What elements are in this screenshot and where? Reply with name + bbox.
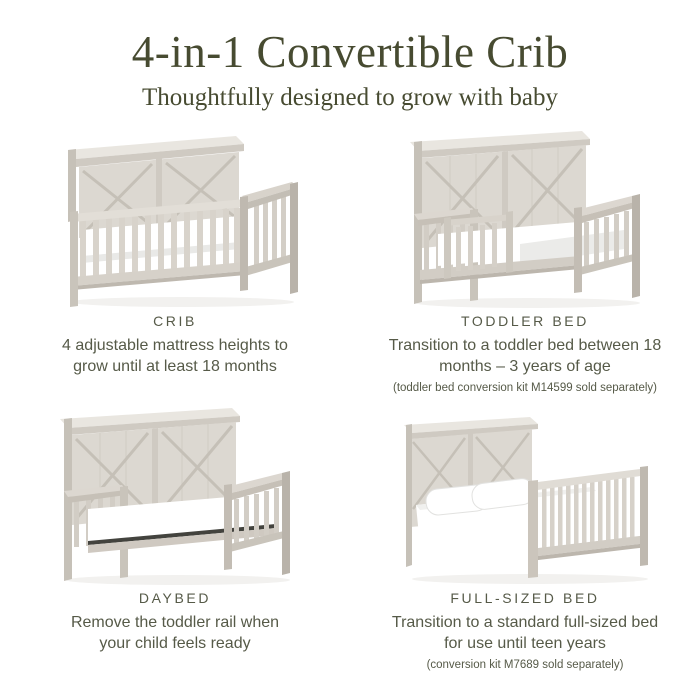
page-header (0, 0, 700, 112)
stage-daybed (5, 399, 345, 676)
stage-name: FULL-SIZED BED (450, 590, 600, 606)
stage-description: 4 adjustable mattress heights to grow until at least 18 months (62, 337, 288, 375)
page-subtitle: Thoughtfully designed to grow with baby (142, 84, 558, 111)
page-title: 4-in-1 Convertible Crib (131, 27, 569, 77)
stage-name: DAYBED (138, 590, 212, 606)
daybed-illustration (30, 399, 320, 587)
stage-name: CRIB (153, 313, 197, 329)
stage-toddler-bed (355, 122, 695, 399)
toddler-bed-illustration (380, 122, 670, 310)
full-sized-bed-illustration (380, 399, 670, 587)
stage-full-sized-bed (355, 399, 695, 676)
stages-grid (0, 122, 700, 676)
stage-crib (5, 122, 345, 399)
stage-description: Transition to a toddler bed between 18 months – 3 years of age (388, 337, 662, 375)
stage-description: Transition to a standard full-sized bed for use until teen years (391, 614, 659, 652)
stage-description: Remove the toddler rail when your child feels ready (70, 614, 280, 652)
stage-note: (conversion kit M7689 sold separately) (426, 658, 624, 671)
crib-illustration (30, 122, 320, 310)
stage-name: TODDLER BED (461, 313, 589, 329)
stage-note: (toddler bed conversion kit M14599 sold separately) (392, 381, 657, 394)
